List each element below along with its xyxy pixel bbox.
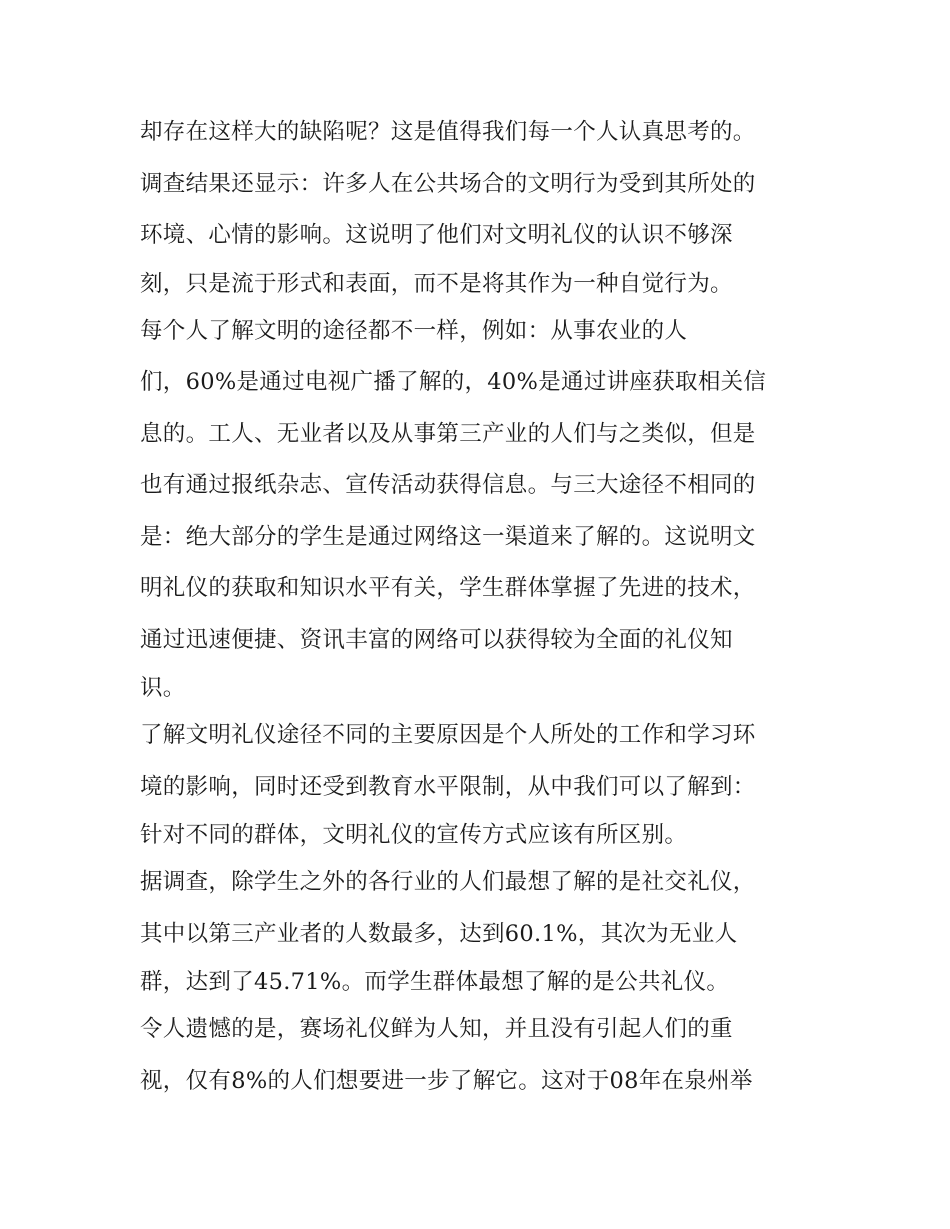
text-line: 通过迅速便捷、资讯丰富的网络可以获得较为全面的礼仪知 <box>140 626 733 653</box>
text-line: 群，达到了45.71%。而学生群体最想了解的是公共礼仪。 <box>140 969 730 995</box>
text-line: 识。 <box>140 675 186 701</box>
text-line: 境的影响，同时还受到教育水平限制，从中我们可以了解到： <box>140 773 756 800</box>
text-line: 也有通过报纸杂志、宣传活动获得信息。与三大途径不相同的 <box>140 472 756 498</box>
text-line: 明礼仪的获取和知识水平有关，学生群体掌握了先进的技术， <box>140 575 756 601</box>
text-line: 环境、心情的影响。这说明了他们对文明礼仪的认识不够深 <box>140 222 733 248</box>
text-line: 们，60%是通过电视广播了解的，40%是通过讲座获取相关信 <box>140 369 767 395</box>
text-line: 据调查，除学生之外的各行业的人们最想了解的是社交礼仪， <box>140 869 756 895</box>
text-line: 调查结果还显示：许多人在公共场合的文明行为受到其所处的 <box>140 170 756 197</box>
text-line: 却存在这样大的缺陷呢？这是值得我们每一个人认真思考的。 <box>140 119 756 145</box>
text-line: 息的。工人、无业者以及从事第三产业的人们与之类似，但是 <box>140 420 756 447</box>
text-line: 针对不同的群体，文明礼仪的宣传方式应该有所区别。 <box>140 822 688 848</box>
text-line: 其中以第三产业者的人数最多，达到60.1%，其次为无业人 <box>140 920 738 947</box>
text-line: 刻，只是流于形式和表面，而不是将其作为一种自觉行为。 <box>140 270 733 297</box>
text-line: 每个人了解文明的途径都不一样，例如：从事农业的人 <box>140 317 688 344</box>
text-line: 是：绝大部分的学生是通过网络这一渠道来了解的。这说明文 <box>140 523 756 550</box>
text-line: 令人遗憾的是，赛场礼仪鲜为人知，并且没有引起人们的重 <box>140 1016 733 1042</box>
text-line: 了解文明礼仪途径不同的主要原因是个人所处的工作和学习环 <box>140 722 756 748</box>
text-line: 视，仅有8%的人们想要进一步了解它。这对于08年在泉州举 <box>140 1067 753 1094</box>
body-text <box>140 107 820 1107</box>
